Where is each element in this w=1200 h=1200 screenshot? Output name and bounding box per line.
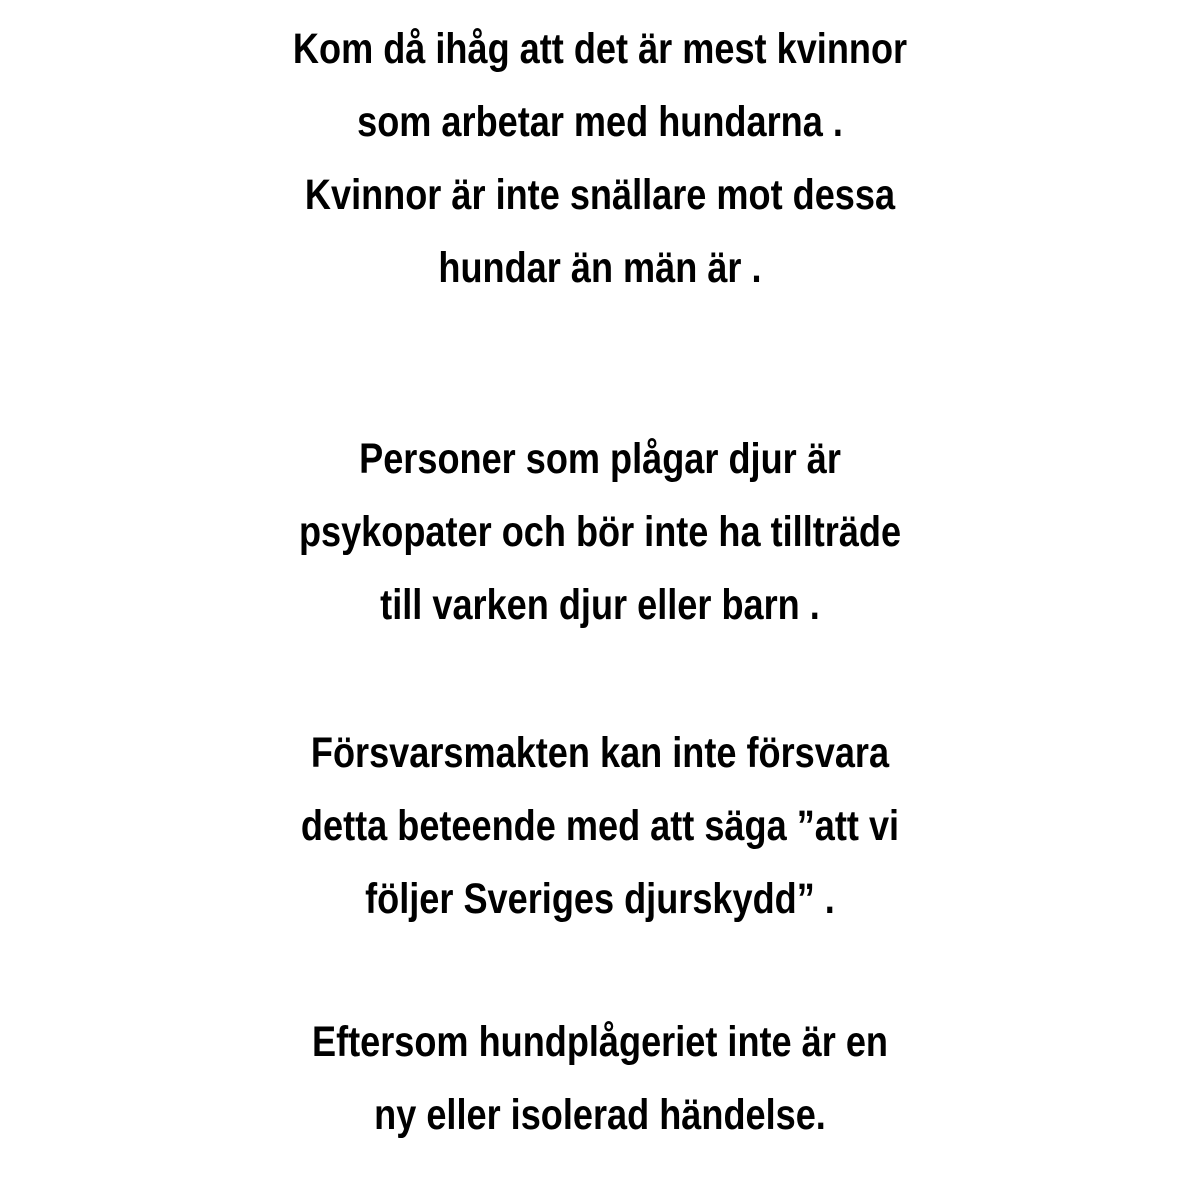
paragraph-armed-forces [0, 717, 1200, 936]
text-line: psykopater och bör inte ha tillträde [298, 508, 902, 556]
text-line: detta beteende med att säga ”att vi [300, 802, 900, 850]
paragraph-animal-abusers [0, 423, 1200, 642]
text-line: ny eller isolerad händelse. [374, 1091, 826, 1139]
text-line: följer Sveriges djurskydd” . [365, 875, 835, 923]
text-line: till varken djur eller barn . [380, 581, 820, 629]
text-line: Eftersom hundplågeriet inte är en [311, 1018, 889, 1066]
paragraph-not-isolated-event [0, 1006, 1200, 1152]
text-line: Kvinnor är inte snällare mot dessa [304, 171, 896, 219]
text-line: Kom då ihåg att det är mest kvinnor [292, 25, 908, 73]
text-line: Försvarsmakten kan inte försvara [310, 729, 890, 777]
text-line: Personer som plågar djur är [359, 435, 841, 483]
text-line: som arbetar med hundarna . [357, 98, 843, 146]
paragraph-women-dog-handlers [0, 13, 1200, 305]
text-line: hundar än män är . [438, 244, 762, 292]
